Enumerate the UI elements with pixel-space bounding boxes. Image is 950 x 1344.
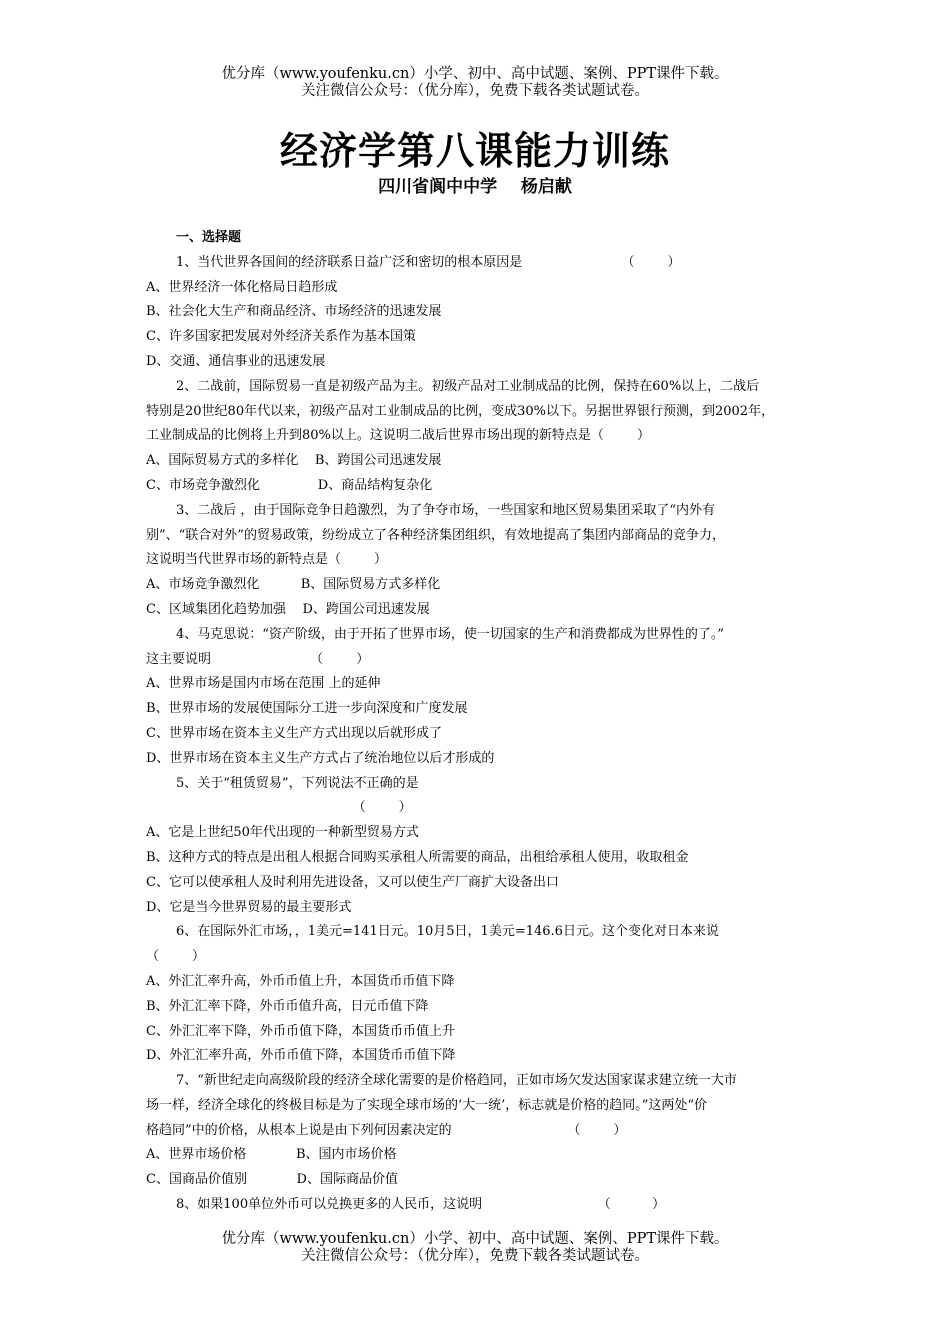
footer-line-1: 优分库（www.youfenku.cn）小学、初中、高中试题、案例、PPT课件下载。 [221,1231,729,1247]
question-text-continued: 格趋同”中的价格，从根本上说是由下列何因素决定的 （ ） [146,1122,627,1138]
answer-option: C、外汇汇率下降，外币币值下降，本国货币币值上升 [146,1023,455,1039]
question-text: 8、如果100单位外币可以兑换更多的人民币，这说明 （ ） [176,1197,666,1213]
question-text: 3、二战后 ，由于国际竞争日趋激烈，为了争夺市场，一些国家和地区贸易集团采取了“内外有 [176,502,716,518]
answer-option: A、国际贸易方式的多样化 B、跨国公司迅速发展 [146,453,442,469]
answer-option: D、世界市场在资本主义生产方式占了统治地位以后才形成的 [146,750,495,766]
question-text: 2、二战前，国际贸易一直是初级产品为主。初级产品对工业制成品的比例，保持在60%以上，二战后 [176,378,760,394]
answer-option: A、市场竞争激烈化 B、国际贸易方式多样化 [146,577,441,593]
answer-option: D、它是当今世界贸易的最主要形式 [146,899,352,915]
answer-option: A、它是上世纪50年代出现的一种新型贸易方式 [146,825,419,841]
header-line-2: 关注微信公众号：（优分库），免费下载各类试题试卷。 [301,83,649,99]
page-header [0,66,950,100]
question-text-continued: 这说明当代世界市场的新特点是（ ） [146,552,388,568]
answer-option: A、世界经济一体化格局日趋形成 [146,279,338,295]
answer-option: A、世界市场价格 B、国内市场价格 [146,1147,397,1163]
answer-option: B、世界市场的发展使国际分工进一步向深度和广度发展 [146,701,468,717]
answer-option: D、外汇汇率升高，外币币值下降，本国货币币值下降 [146,1048,456,1064]
question-text-continued: 这主要说明 （ ） [146,651,370,667]
page-footer [0,1231,950,1265]
question-text: 1、当代世界各国间的经济联系日益广泛和密切的根本原因是 （ ） [176,254,681,270]
answer-option: D、交通、通信事业的迅速发展 [146,353,326,369]
question-text-continued: 特别是20世纪80年代以来，初级产品对工业制成品的比例，变成30%以下。另据世界银行预测，到2002年， [146,403,775,419]
question-text-continued: （ ） [146,800,412,816]
answer-option: C、许多国家把发展对外经济关系作为基本国策 [146,329,416,345]
footer-line-2: 关注微信公众号：（优分库），免费下载各类试题试卷。 [301,1248,649,1264]
answer-option: C、区域集团化趋势加强 D、跨国公司迅速发展 [146,601,430,617]
answer-option: C、它可以使承租人及时利用先进设备，又可以使生产厂商扩大设备出口 [146,874,559,890]
section-heading: 一、选择题 [176,230,242,245]
question-text-continued: 别”、“联合对外”的贸易政策，纷纷成立了各种经济集团组织，有效地提高了集团内部商品的竞争力， [146,527,725,543]
answer-option: A、世界市场是国内市场在范围 上的延伸 [146,676,381,692]
question-list [146,251,814,1218]
answer-option: B、这种方式的特点是出租人根据合同购买承租人所需要的商品，出租给承租人使用，收取租金 [146,849,689,865]
answer-option: B、社会化大生产和商品经济、市场经济的迅速发展 [146,304,442,320]
answer-option: B、外汇汇率下降，外币币值升高，日元币值下降 [146,998,429,1014]
page-title: 经济学第八课能力训练 [279,129,670,173]
header-line-1: 优分库（www.youfenku.cn）小学、初中、高中试题、案例、PPT课件下载。 [221,66,729,82]
question-text: 5、关于“租赁贸易”，下列说法不正确的是 [176,775,419,791]
question-text: 6、在国际外汇市场，，1美元=141日元。10月5日，1美元=146.6日元。这个变化对日本来说 [176,924,719,940]
question-text: 7、“新世纪走向高级阶段的经济全球化需要的是价格趋同，正如市场欠发达国家谋求建立统一大市 [176,1073,737,1089]
answer-option: C、世界市场在资本主义生产方式出现以后就形成了 [146,725,442,741]
question-text-continued: （ ） [146,949,206,965]
answer-option: C、市场竞争激烈化 D、商品结构复杂化 [146,477,433,493]
answer-option: C、国商品价值别 D、国际商品价值 [146,1172,398,1188]
question-text-continued: 场一样，经济全球化的终极目标是为了实现全球市场的‘大一统’，标志就是价格的趋同。”这两处“价 [146,1097,708,1113]
question-text: 4、马克思说：“资产阶级，由于开拓了世界市场，使一切国家的生产和消费都成为世界性的了。” [176,626,725,642]
question-text-continued: 工业制成品的比例将上升到80%以上。这说明二战后世界市场出现的新特点是（ ） [146,428,650,444]
document-body [146,226,814,1218]
answer-option: A、外汇汇率升高，外币币值上升，本国货币币值下降 [146,973,455,989]
author-line: 四川省阆中中学 杨启献 [378,177,572,197]
